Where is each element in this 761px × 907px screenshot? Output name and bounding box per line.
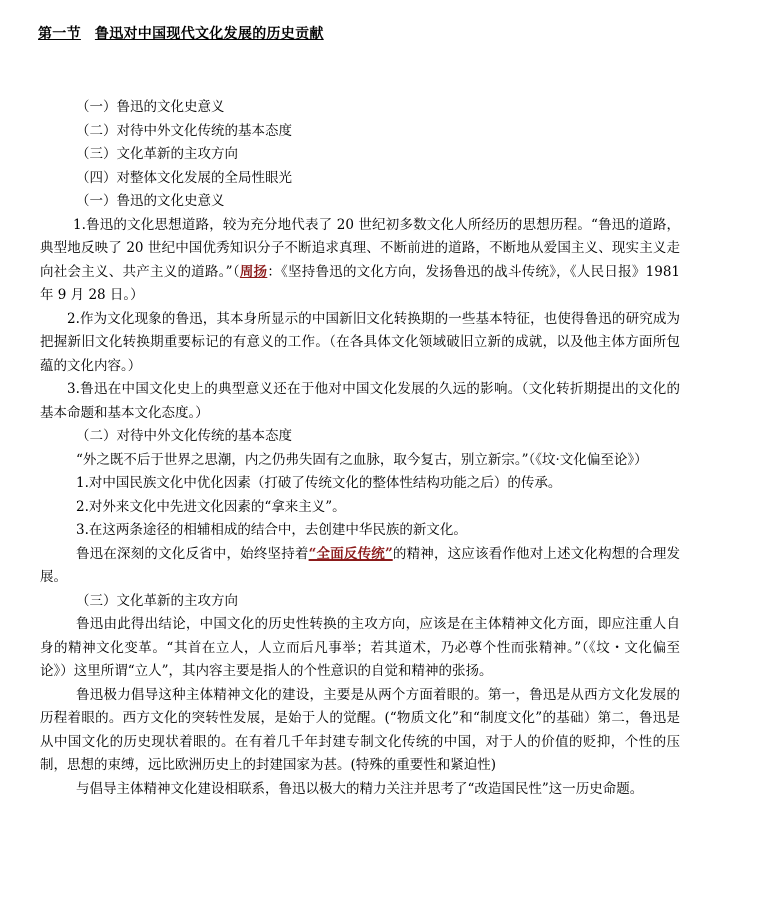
paragraph: 与倡导主体精神文化建设相联系，鲁迅以极大的精力关注并思考了“改造国民性”这一历史命题。 xyxy=(76,780,644,797)
paragraph xyxy=(40,543,680,590)
paragraph: 2.作为文化现象的鲁迅，其本身所显示的中国新旧文化转换期的一些基本特征，也使得鲁迅的研究成为把握新旧文化转换期重要标记的有意义的工作。（在各具体文化领域破旧立新的成就，以及他主体方面所包蕴的文化内容。） xyxy=(40,310,680,374)
quote-paragraph: “外之既不后于世界之思潮，内之仍弗失固有之血脉，取今复古，别立新宗。”（《坟·文化偏至论》） xyxy=(76,451,648,468)
document-body xyxy=(40,96,680,801)
list-item: 2.对外来文化中先进文化因素的“拿来主义”。 xyxy=(76,498,346,515)
paragraph-text: 1.鲁迅的文化思想道路，较为充分地代表了 20 世纪初多数文化人所经历的思想历程。“鲁迅的道路，典型地反映了 20 世纪中国优秀知识分子不断追求真理、不断前进的道路，不断地从爱国主义、现实主义走向社会主义、共产主义的道路。”（ xyxy=(40,216,680,280)
toc-item: （四）对整体文化发展的全局性眼光 xyxy=(76,169,292,186)
toc-item: （一）鲁迅的文化史意义 xyxy=(76,99,225,115)
list-item: 1.对中国民族文化中优化因素（打破了传统文化的整体性结构功能之后）的传承。 xyxy=(76,475,562,491)
paragraph-text: ：《坚持鲁迅的文化方向，发扬鲁迅的战斗传统》，《人民日报》1981 年 9 月 28 日。） xyxy=(40,263,681,303)
toc-item: （三）文化革新的主攻方向 xyxy=(76,146,238,162)
paragraph-text: 的精神，这应该看作他对上述文化构想的合理发展。 xyxy=(40,545,681,585)
paragraph xyxy=(40,214,680,308)
toc-item: （二）对待中外文化传统的基本态度 xyxy=(76,122,292,139)
table-of-contents xyxy=(40,96,680,190)
section-title-text: 鲁迅对中国现代文化发展的历史贡献 xyxy=(94,26,324,42)
emphasis-link[interactable]: “全面反传统” xyxy=(308,545,393,562)
paragraph: 鲁迅极力倡导这种主体精神文化的建设，主要是从两个方面着眼的。第一，鲁迅是从西方文化发展的历程着眼的。西方文化的突转性发展，是始于人的觉醒。(“物质文化”和“制度文化”的基础）第二，鲁迅是从中国文化的历史现状着眼的。在有着几千年封建专制文化传统的中国，对于人的价值的贬抑，个性的压制，思想的束缚，远比欧洲历史上的封建国家为甚。(特殊的重要性和紧迫性) xyxy=(40,686,680,773)
section-number: 第一节 xyxy=(38,26,81,42)
subsection-heading: （三）文化革新的主攻方向 xyxy=(76,592,238,609)
paragraph-text: 鲁迅在深刻的文化反省中，始终坚持着 xyxy=(76,545,309,562)
section-title xyxy=(38,23,324,43)
subsection-heading: （一）鲁迅的文化史意义 xyxy=(76,193,225,209)
subsection-heading: （二）对待中外文化传统的基本态度 xyxy=(76,428,292,444)
paragraph: 鲁迅由此得出结论，中国文化的历史性转换的主攻方向，应该是在主体精神文化方面，即应注重人自身的精神文化变革。“其首在立人，人立而后凡事举；若其道术，乃必尊个性而张精神。”（《坟・文化偏至论》）这里所谓“立人”，其内容主要是指人的个性意识的自觉和精神的张扬。 xyxy=(40,616,680,679)
paragraph: 3.鲁迅在中国文化史上的典型意义还在于他对中国文化发展的久远的影响。（文化转折期提出的文化的基本命题和基本文化态度。） xyxy=(40,381,680,421)
list-item: 3.在这两条途径的相辅相成的结合中，去创建中华民族的新文化。 xyxy=(76,522,467,538)
citation-link[interactable]: 周扬 xyxy=(239,263,268,280)
